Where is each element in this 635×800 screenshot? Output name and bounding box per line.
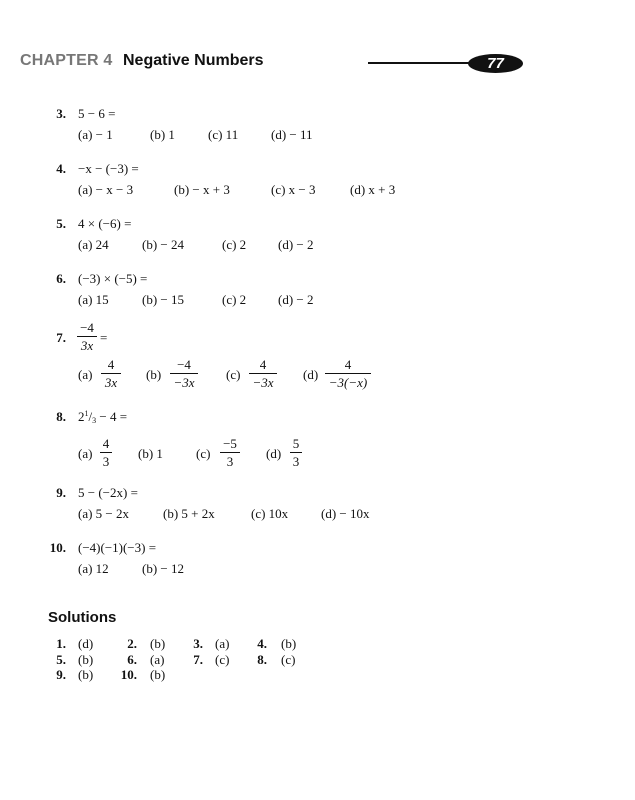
option-a: (a) 24 bbox=[78, 237, 109, 252]
fraction-numerator: −5 bbox=[223, 436, 237, 451]
option-c: (c) x − 3 bbox=[271, 182, 316, 197]
solution-number: 2. bbox=[127, 636, 137, 651]
option-a-label: (a) bbox=[78, 367, 93, 382]
option-b: (b) 5 + 2x bbox=[163, 506, 215, 521]
question-number: 4. bbox=[56, 161, 66, 176]
option-b-label: (b) bbox=[146, 367, 162, 382]
fraction-numerator: 4 bbox=[259, 357, 267, 372]
fraction-denominator: 3x bbox=[80, 338, 94, 353]
fraction-denominator: 3 bbox=[226, 454, 234, 469]
option-a: (a) − 1 bbox=[78, 127, 113, 142]
option-a: (a) 12 bbox=[78, 561, 109, 576]
option-c-fraction bbox=[249, 357, 277, 390]
question-prompt: (−3) × (−5) = bbox=[78, 271, 148, 286]
question-number: 9. bbox=[56, 485, 66, 500]
mixed-whole: 2 bbox=[78, 409, 85, 424]
option-a-fraction bbox=[100, 436, 112, 469]
fraction-numerator: 5 bbox=[292, 436, 300, 451]
solution-answer: (b) bbox=[78, 652, 94, 667]
option-d: (d) − 2 bbox=[278, 292, 314, 307]
question-prompt: 5 − (−2x) = bbox=[78, 485, 138, 500]
solution-number: 10. bbox=[120, 667, 137, 682]
question-number: 5. bbox=[56, 216, 66, 231]
solution-number: 6. bbox=[127, 652, 137, 667]
prompt-fraction bbox=[77, 320, 97, 353]
option-a-label: (a) bbox=[78, 446, 93, 461]
solution-answer: (a) bbox=[215, 636, 230, 651]
fraction-numerator: 4 bbox=[107, 357, 115, 372]
option-d-fraction bbox=[325, 357, 371, 390]
fraction-denominator: 3 bbox=[102, 454, 110, 469]
chapter-label: CHAPTER 4 bbox=[20, 52, 113, 69]
mixed-fraction-denominator: 3 bbox=[92, 416, 97, 425]
prompt-rest: − 4 = bbox=[99, 409, 128, 424]
option-c: (c) 10x bbox=[251, 506, 289, 521]
question-number: 3. bbox=[56, 106, 66, 121]
fraction-bar bbox=[170, 373, 198, 374]
solution-number: 1. bbox=[56, 636, 66, 651]
question-prompt: $2^1/_3 - 4$ = bbox=[78, 409, 128, 425]
fraction-bar bbox=[100, 452, 112, 453]
question-prompt: 4 × (−6) = bbox=[78, 216, 132, 231]
fraction-bar bbox=[101, 373, 121, 374]
solutions-heading: Solutions bbox=[48, 609, 117, 626]
option-c: (c) 11 bbox=[208, 127, 239, 142]
mixed-fraction-numerator: 1 bbox=[84, 409, 89, 418]
solution-answer: (d) bbox=[78, 636, 94, 651]
option-b-fraction bbox=[170, 357, 198, 390]
question-prompt: −x − (−3) = bbox=[78, 161, 139, 176]
solution-answer: (b) bbox=[281, 636, 297, 651]
solution-number: 5. bbox=[56, 652, 66, 667]
equals-sign: = bbox=[100, 330, 108, 345]
fraction-denominator: −3(−x) bbox=[328, 375, 368, 390]
option-d: (d) − 10x bbox=[321, 506, 370, 521]
solution-number: 4. bbox=[257, 636, 267, 651]
fraction-numerator: −4 bbox=[177, 357, 191, 372]
solution-answer: (c) bbox=[215, 652, 230, 667]
option-a: (a) 5 − 2x bbox=[78, 506, 130, 521]
fraction-bar bbox=[77, 336, 97, 337]
option-b: (b) − 12 bbox=[142, 561, 184, 576]
solution-number: 3. bbox=[193, 636, 203, 651]
option-a-fraction bbox=[101, 357, 121, 390]
option-d-label: (d) bbox=[266, 446, 282, 461]
option-b: (b) − 24 bbox=[142, 237, 184, 252]
solution-number: 9. bbox=[56, 667, 66, 682]
page-number-badge: 77 bbox=[468, 54, 523, 73]
option-a: (a) 15 bbox=[78, 292, 109, 307]
question-prompt: (−4)(−1)(−3) = bbox=[78, 540, 157, 555]
option-b: (b) − x + 3 bbox=[174, 182, 230, 197]
fraction-numerator: −4 bbox=[80, 320, 94, 335]
chapter-title: Negative Numbers bbox=[123, 52, 264, 69]
question-number: 10. bbox=[49, 540, 66, 555]
fraction-denominator: −3x bbox=[252, 375, 274, 390]
solution-answer: (a) bbox=[150, 652, 165, 667]
option-c: (c) 2 bbox=[222, 237, 247, 252]
option-c: (c) 2 bbox=[222, 292, 247, 307]
fraction-bar bbox=[220, 452, 240, 453]
solution-number: 8. bbox=[257, 652, 267, 667]
fraction-bar bbox=[249, 373, 277, 374]
option-d-fraction bbox=[290, 436, 302, 469]
question-number: 8. bbox=[56, 409, 66, 424]
fraction-denominator: −3x bbox=[173, 375, 195, 390]
question-prompt: 5 − 6 = bbox=[78, 106, 116, 121]
solution-answer: (c) bbox=[281, 652, 296, 667]
fraction-bar bbox=[325, 373, 371, 374]
solution-number: 7. bbox=[193, 652, 203, 667]
question-number: 6. bbox=[56, 271, 66, 286]
header-rule bbox=[368, 62, 478, 64]
option-b: (b) − 15 bbox=[142, 292, 184, 307]
option-c-label: (c) bbox=[196, 446, 211, 461]
option-d: (d) − 2 bbox=[278, 237, 314, 252]
option-b: (b) 1 bbox=[138, 446, 163, 461]
solution-answer: (b) bbox=[150, 636, 166, 651]
fraction-denominator: 3 bbox=[292, 454, 300, 469]
option-d: (d) x + 3 bbox=[350, 182, 396, 197]
option-d: (d) − 11 bbox=[271, 127, 313, 142]
option-c-label: (c) bbox=[226, 367, 241, 382]
question-number: 7. bbox=[56, 330, 66, 345]
fraction-numerator: 4 bbox=[102, 436, 110, 451]
option-a: (a) − x − 3 bbox=[78, 182, 134, 197]
fraction-bar bbox=[290, 452, 302, 453]
option-b: (b) 1 bbox=[150, 127, 175, 142]
option-d-label: (d) bbox=[303, 367, 319, 382]
fraction-denominator: 3x bbox=[104, 375, 118, 390]
solution-answer: (b) bbox=[78, 667, 94, 682]
option-c-fraction bbox=[220, 436, 240, 469]
solution-answer: (b) bbox=[150, 667, 166, 682]
fraction-numerator: 4 bbox=[344, 357, 352, 372]
